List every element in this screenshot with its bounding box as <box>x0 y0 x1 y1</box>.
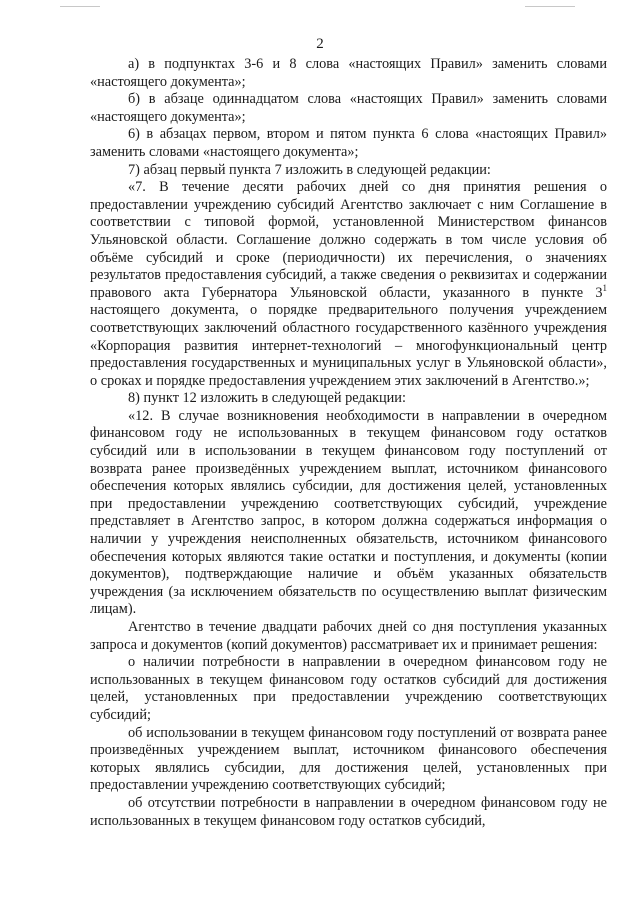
paragraph: б) в абзаце одиннадцатом слова «настоящих Правил» заменить словами «настоящего документа»; <box>90 91 607 125</box>
superscript: 1 <box>602 282 607 293</box>
scan-mark <box>60 6 100 7</box>
paragraph: об использовании в текущем финансовом году поступлений от возврата ранее произведённых учреждением выплат, источником финансового обеспечения которых являлись субсидии, для достижения целей, установленных при предоставлении учреждению соответствующих субсидий; <box>90 724 607 794</box>
paragraph: об отсутствии потребности в направлении в очередном финансовом году не использованных в текущем финансовом году остатков субсидий, <box>90 794 607 829</box>
clause-7-text-cont: настоящего документа, о порядке предварительного получения учреждением соответствующих заключений областного государственного казённого учреждения «Корпорация развития интернет-технологий – многофункциональный центр предоставления государственных и муниципальных услуг в Ульяновской области», о сроках и порядке предоставления учреждением этих заключений в Агентство.»; <box>90 302 607 389</box>
paragraph: о наличии потребности в направлении в очередном финансовом году не использованных в текущем финансовом году остатков субсидий для достижения целей, установленных при предоставлении учреждению соответствующих субсидий; <box>90 654 607 723</box>
clause-7-text: «7. В течение десяти рабочих дней со дня принятия решения о предоставлении учреждению субсидий Агентство заключает с ним Соглашение в соответствии с типовой формой, установленной Министерством финансов Ульяновской области. Соглашение должно содержать в том числе условия об объёме субсидий и сроке (периодичности) их перечисления, о значениях результатов предоставления субсидий, а также сведения о реквизитах и содержании правового акта Губернатора Ульяновской области, указанного в пункте 3 <box>90 179 607 301</box>
paragraph: 8) пункт 12 изложить в следующей редакции: <box>128 390 406 407</box>
document-body <box>90 56 607 830</box>
scan-mark <box>525 6 575 7</box>
page-number: 2 <box>316 36 324 52</box>
paragraph: «12. В случае возникновения необходимости в направлении в очередном финансовом году не использованных в текущем финансовом году остатков субсидий или в использовании в текущем финансовом году поступлений от возврата ранее произведённых учреждением выплат, источником финансового обеспечения которых являлись субсидии, для достижения целей, установленных при предоставлении учреждению соответствующих субсидий, учреждение представляет в Агентство запрос, в котором должна содержаться информация о наличии у учреждения неисполненных обязательств, источником финансового обеспечения которых являются такие остатки и поступления, и документы (копии документов), подтверждающие наличие и объём указанных обязательств учреждения (за исключением обязательств по осуществлению выплат физическим лицам). <box>90 407 607 618</box>
paragraph: 7) абзац первый пункта 7 изложить в следующей редакции: <box>128 161 491 178</box>
paragraph: Агентство в течение двадцати рабочих дней со дня поступления указанных запроса и документов (копий документов) рассматривает их и принимает решения: <box>90 619 607 653</box>
paragraph: а) в подпунктах 3-6 и 8 слова «настоящих Правил» заменить словами «настоящего документа»; <box>90 56 607 90</box>
clause-7-paragraph <box>90 179 607 390</box>
paragraph: 6) в абзацах первом, втором и пятом пункта 6 слова «настоящих Правил» заменить словами «настоящего документа»; <box>90 126 607 160</box>
